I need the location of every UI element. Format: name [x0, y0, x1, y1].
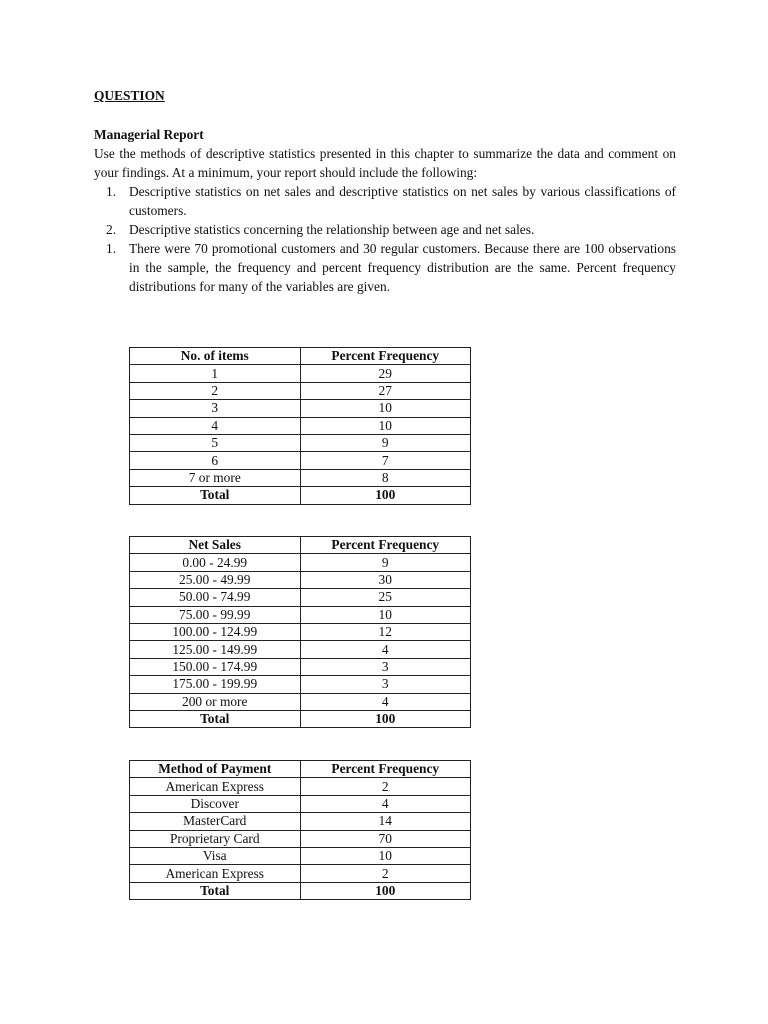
net-sales-frequency-table: [129, 536, 471, 728]
percent-cell: 9: [300, 434, 471, 451]
list-item: [94, 182, 676, 220]
table-row: [130, 778, 471, 795]
table-row: [130, 417, 471, 434]
items-frequency-table: [129, 347, 471, 505]
table-row: [130, 365, 471, 382]
table-row: [130, 865, 471, 882]
category-cell: MasterCard: [130, 813, 301, 830]
percent-cell: 25: [300, 589, 471, 606]
table-header-row: [130, 761, 471, 778]
list-number: 1.: [106, 241, 117, 256]
table-row: [130, 623, 471, 640]
report-title: Managerial Report: [94, 127, 204, 142]
category-cell: 7 or more: [130, 469, 301, 486]
percent-cell: 9: [300, 554, 471, 571]
total-row: [130, 882, 471, 899]
table-row: [130, 469, 471, 486]
category-cell: 50.00 - 74.99: [130, 589, 301, 606]
document-body: [94, 86, 676, 296]
total-value: 100: [300, 882, 471, 899]
list-number: 1.: [106, 184, 117, 199]
category-cell: 3: [130, 400, 301, 417]
percent-cell: 4: [300, 693, 471, 710]
column-header: Percent Frequency: [300, 348, 471, 365]
payment-frequency-table: [129, 760, 471, 900]
category-cell: Proprietary Card: [130, 830, 301, 847]
table-header-row: [130, 537, 471, 554]
list-item: [94, 220, 676, 239]
table-row: [130, 830, 471, 847]
total-value: 100: [300, 487, 471, 504]
list-item: [94, 239, 676, 296]
column-header: Method of Payment: [130, 761, 301, 778]
column-header: Percent Frequency: [300, 537, 471, 554]
total-row: [130, 487, 471, 504]
list-number: 2.: [106, 222, 117, 237]
percent-cell: 4: [300, 641, 471, 658]
category-cell: Discover: [130, 795, 301, 812]
percent-cell: 10: [300, 847, 471, 864]
category-cell: 6: [130, 452, 301, 469]
total-label: Total: [130, 710, 301, 727]
total-label: Total: [130, 487, 301, 504]
column-header: No. of items: [130, 348, 301, 365]
category-cell: Visa: [130, 847, 301, 864]
total-row: [130, 710, 471, 727]
table-row: [130, 400, 471, 417]
table-row: [130, 589, 471, 606]
table-row: [130, 382, 471, 399]
category-cell: 75.00 - 99.99: [130, 606, 301, 623]
percent-cell: 29: [300, 365, 471, 382]
column-header: Percent Frequency: [300, 761, 471, 778]
total-value: 100: [300, 710, 471, 727]
requirements-list: [94, 182, 676, 239]
table-row: [130, 658, 471, 675]
list-text: Descriptive statistics concerning the relationship between age and net sales.: [129, 222, 535, 237]
percent-cell: 27: [300, 382, 471, 399]
report-intro: Use the methods of descriptive statistics presented in this chapter to summarize the data and comment on your findings. At a minimum, your report should include the following:: [94, 146, 676, 180]
percent-cell: 7: [300, 452, 471, 469]
category-cell: American Express: [130, 865, 301, 882]
table-row: [130, 813, 471, 830]
table-row: [130, 554, 471, 571]
percent-cell: 70: [300, 830, 471, 847]
category-cell: 0.00 - 24.99: [130, 554, 301, 571]
percent-cell: 10: [300, 417, 471, 434]
category-cell: 150.00 - 174.99: [130, 658, 301, 675]
category-cell: 200 or more: [130, 693, 301, 710]
percent-cell: 30: [300, 571, 471, 588]
percent-cell: 12: [300, 623, 471, 640]
percent-cell: 10: [300, 400, 471, 417]
percent-cell: 8: [300, 469, 471, 486]
table-row: [130, 641, 471, 658]
percent-cell: 10: [300, 606, 471, 623]
answer-text: There were 70 promotional customers and 30 regular customers. Because there are 100 observations in the sample, the frequency and percent frequency distribution are the same. Percent frequency distributions for many of the variables are given.: [129, 241, 676, 294]
category-cell: American Express: [130, 778, 301, 795]
table-row: [130, 693, 471, 710]
percent-cell: 4: [300, 795, 471, 812]
category-cell: 4: [130, 417, 301, 434]
answer-list: [94, 239, 676, 296]
table-row: [130, 571, 471, 588]
percent-cell: 2: [300, 865, 471, 882]
percent-cell: 2: [300, 778, 471, 795]
percent-cell: 3: [300, 658, 471, 675]
page-heading: QUESTION: [94, 88, 165, 103]
percent-cell: 14: [300, 813, 471, 830]
category-cell: 1: [130, 365, 301, 382]
category-cell: 2: [130, 382, 301, 399]
category-cell: 175.00 - 199.99: [130, 676, 301, 693]
table-header-row: [130, 348, 471, 365]
total-label: Total: [130, 882, 301, 899]
table-row: [130, 676, 471, 693]
table-row: [130, 847, 471, 864]
category-cell: 25.00 - 49.99: [130, 571, 301, 588]
table-row: [130, 606, 471, 623]
table-row: [130, 795, 471, 812]
category-cell: 100.00 - 124.99: [130, 623, 301, 640]
category-cell: 5: [130, 434, 301, 451]
list-text: Descriptive statistics on net sales and descriptive statistics on net sales by various classifications of customers.: [129, 184, 676, 218]
category-cell: 125.00 - 149.99: [130, 641, 301, 658]
column-header: Net Sales: [130, 537, 301, 554]
table-row: [130, 434, 471, 451]
table-row: [130, 452, 471, 469]
percent-cell: 3: [300, 676, 471, 693]
